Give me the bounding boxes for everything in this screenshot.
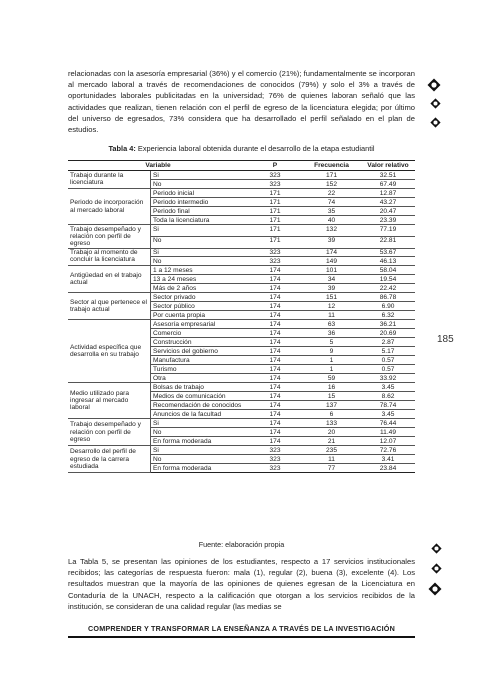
p-cell: 171 (248, 236, 302, 248)
table-row (68, 446, 415, 455)
variable-cell: Antigüedad en el trabajo actual (68, 266, 151, 293)
category-cell: Construcción (151, 338, 249, 347)
p-cell: 171 (248, 225, 302, 237)
table-row (68, 266, 415, 275)
diamond-ring-icon (431, 563, 442, 574)
relative-value-cell: 0.57 (361, 356, 415, 365)
table-caption-label: Tabla 4: (108, 144, 136, 153)
table-caption-text: Experiencia laboral obtenida durante el desarrollo de la etapa estudiantil (137, 144, 375, 153)
frequency-cell: 11 (302, 455, 361, 464)
relative-value-cell: 3.45 (361, 410, 415, 419)
p-cell: 174 (248, 428, 302, 437)
p-cell: 174 (248, 311, 302, 320)
variable-cell: Sector al que pertenece el trabajo actual (68, 293, 151, 320)
relative-value-cell: 77.19 (361, 225, 415, 237)
p-cell: 174 (248, 410, 302, 419)
relative-value-cell: 76.44 (361, 419, 415, 428)
relative-value-cell: 32.51 (361, 171, 415, 180)
p-cell: 174 (248, 329, 302, 338)
category-cell: Servicios del gobierno (151, 347, 249, 356)
relative-value-cell: 0.57 (361, 365, 415, 374)
header-relative-value: Valor relativo (361, 161, 415, 171)
table-row (68, 320, 415, 329)
relative-value-cell: 22.81 (361, 236, 415, 248)
frequency-cell: 12 (302, 302, 361, 311)
diamond-ring-icon (428, 582, 442, 596)
p-cell: 323 (248, 180, 302, 189)
relative-value-cell: 67.49 (361, 180, 415, 189)
p-cell: 174 (248, 356, 302, 365)
p-cell: 323 (248, 257, 302, 266)
frequency-cell: 20 (302, 428, 361, 437)
p-cell: 323 (248, 171, 302, 180)
category-cell: Toda la licenciatura (151, 216, 249, 225)
category-cell: Periodo inicial (151, 189, 249, 198)
relative-value-cell: 46.13 (361, 257, 415, 266)
diamond-ring-icon (431, 543, 442, 554)
frequency-cell: 9 (302, 347, 361, 356)
frequency-cell: 6 (302, 410, 361, 419)
category-cell: En forma moderada (151, 464, 249, 473)
relative-value-cell: 43.27 (361, 198, 415, 207)
p-cell: 174 (248, 365, 302, 374)
category-cell: Turismo (151, 365, 249, 374)
variable-cell: Periodo de incorporación al mercado laboral (68, 189, 151, 225)
variable-cell: Trabajo desempeñado y relación con perfil de egreso (68, 225, 151, 248)
table-caption (68, 144, 415, 153)
variable-cell: Actividad específica que desarrolla en su trabajo (68, 320, 151, 383)
category-cell: Si (151, 225, 249, 237)
frequency-cell: 152 (302, 180, 361, 189)
p-cell: 171 (248, 189, 302, 198)
category-cell: Recomendación de conocidos (151, 401, 249, 410)
frequency-cell: 39 (302, 236, 361, 248)
frequency-cell: 16 (302, 383, 361, 392)
frequency-cell: 174 (302, 248, 361, 257)
header-p: P (248, 161, 302, 171)
category-cell: Asesoría empresarial (151, 320, 249, 329)
p-cell: 174 (248, 320, 302, 329)
frequency-cell: 101 (302, 266, 361, 275)
relative-value-cell: 8.62 (361, 392, 415, 401)
frequency-cell: 39 (302, 284, 361, 293)
diamond-ring-icon (430, 117, 441, 128)
variable-cell: Trabajo desempeñado y relación con perfil de egreso (68, 419, 151, 446)
frequency-cell: 151 (302, 293, 361, 302)
table-source: Fuente: elaboración propia (198, 540, 285, 549)
relative-value-cell: 23.84 (361, 464, 415, 473)
frequency-cell: 149 (302, 257, 361, 266)
p-cell: 323 (248, 455, 302, 464)
p-cell: 174 (248, 338, 302, 347)
category-cell: Manufactura (151, 356, 249, 365)
frequency-cell: 132 (302, 225, 361, 237)
relative-value-cell: 23.39 (361, 216, 415, 225)
p-cell: 171 (248, 216, 302, 225)
category-cell: No (151, 455, 249, 464)
relative-value-cell: 12.07 (361, 437, 415, 446)
relative-value-cell: 33.92 (361, 374, 415, 383)
relative-value-cell: 20.47 (361, 207, 415, 216)
table-header-row (68, 161, 415, 171)
p-cell: 174 (248, 266, 302, 275)
category-cell: Sector público (151, 302, 249, 311)
p-cell: 174 (248, 401, 302, 410)
p-cell: 174 (248, 392, 302, 401)
table-row (68, 383, 415, 392)
relative-value-cell: 3.45 (361, 383, 415, 392)
p-cell: 174 (248, 437, 302, 446)
category-cell: Bolsas de trabajo (151, 383, 249, 392)
p-cell: 171 (248, 198, 302, 207)
variable-cell: Trabajo al momento de concluir la licenciatura (68, 248, 151, 266)
p-cell: 323 (248, 446, 302, 455)
relative-value-cell: 11.49 (361, 428, 415, 437)
relative-value-cell: 58.04 (361, 266, 415, 275)
frequency-cell: 5 (302, 338, 361, 347)
table-row (68, 225, 415, 237)
frequency-cell: 40 (302, 216, 361, 225)
frequency-cell: 1 (302, 365, 361, 374)
frequency-cell: 15 (302, 392, 361, 401)
frequency-cell: 74 (302, 198, 361, 207)
frequency-cell: 133 (302, 419, 361, 428)
frequency-cell: 77 (302, 464, 361, 473)
variable-cell: Trabajo durante la licenciatura (68, 171, 151, 189)
p-cell: 171 (248, 207, 302, 216)
category-cell: Periodo final (151, 207, 249, 216)
relative-value-cell: 78.74 (361, 401, 415, 410)
category-cell: Comercio (151, 329, 249, 338)
p-cell: 174 (248, 347, 302, 356)
header-variable: Variable (68, 161, 248, 171)
relative-value-cell: 12.87 (361, 189, 415, 198)
category-cell: Si (151, 446, 249, 455)
p-cell: 174 (248, 374, 302, 383)
outro-paragraph: La Tabla 5, se presentan las opiniones de los estudiantes, respecto a 17 servicios institucionales recibidos; las categorías de respuesta fueron: mala (1), regular (2), buena (3), excelente (4). Los resultados muestran que la mayoría de las opiniones de quienes egresan de la Licenciatura en Contaduría de la UNACH, respecto a la calificación que otorgan a los servicios recibidos de la institución, se consideran de una calidad regular (las medias se (68, 557, 415, 611)
category-cell: Por cuenta propia (151, 311, 249, 320)
category-cell: Medios de comunicación (151, 392, 249, 401)
frequency-cell: 137 (302, 401, 361, 410)
table-row (68, 293, 415, 302)
frequency-cell: 36 (302, 329, 361, 338)
p-cell: 174 (248, 419, 302, 428)
frequency-cell: 171 (302, 171, 361, 180)
running-footer: COMPRENDER Y TRANSFORMAR LA ENSEÑANZA A TRAVÉS DE LA INVESTIGACIÓN (68, 624, 415, 638)
category-cell: Periodo intermedio (151, 198, 249, 207)
p-cell: 323 (248, 248, 302, 257)
table-row (68, 419, 415, 428)
frequency-cell: 63 (302, 320, 361, 329)
variable-cell: Medio utilizado para ingresar al mercado laboral (68, 383, 151, 419)
relative-value-cell: 2.87 (361, 338, 415, 347)
category-cell: 1 a 12 meses (151, 266, 249, 275)
category-cell: Si (151, 419, 249, 428)
p-cell: 174 (248, 302, 302, 311)
category-cell: No (151, 236, 249, 248)
relative-value-cell: 6.90 (361, 302, 415, 311)
category-cell: Si (151, 248, 249, 257)
frequency-cell: 235 (302, 446, 361, 455)
relative-value-cell: 36.21 (361, 320, 415, 329)
relative-value-cell: 72.76 (361, 446, 415, 455)
table-row (68, 189, 415, 198)
p-cell: 174 (248, 293, 302, 302)
category-cell: En forma moderada (151, 437, 249, 446)
frequency-cell: 59 (302, 374, 361, 383)
frequency-cell: 22 (302, 189, 361, 198)
diamond-ring-icon (427, 78, 441, 92)
page-number: 185 (437, 334, 454, 345)
relative-value-cell: 5.17 (361, 347, 415, 356)
intro-paragraph: relacionadas con la asesoría empresarial (36%) y el comercio (21%); fundamentalmente se incorporan al mercado laboral a través de recomendaciones de conocidos (79%) y solo el 3% a través de oportunidades laborales publicitadas en la universidad; 76% de quienes laboran señaló que las actividades que realizan, tienen relación con el perfil de egreso de la licenciatura elegida; por último del universo de egresados, 73% considera que ha desarrollado el perfil señalado en el plan de estudios. (68, 69, 415, 135)
p-cell: 323 (248, 464, 302, 473)
relative-value-cell: 22.42 (361, 284, 415, 293)
p-cell: 174 (248, 383, 302, 392)
p-cell: 174 (248, 284, 302, 293)
table-row (68, 171, 415, 180)
frequency-cell: 21 (302, 437, 361, 446)
frequency-cell: 34 (302, 275, 361, 284)
relative-value-cell: 6.32 (361, 311, 415, 320)
frequency-cell: 35 (302, 207, 361, 216)
category-cell: No (151, 180, 249, 189)
category-cell: Otra (151, 374, 249, 383)
category-cell: Si (151, 171, 249, 180)
category-cell: Anuncios de la facultad (151, 410, 249, 419)
variable-cell: Desarrollo del perfil de egreso de la carrera estudiada (68, 446, 151, 473)
frequency-cell: 11 (302, 311, 361, 320)
table-row (68, 248, 415, 257)
relative-value-cell: 86.78 (361, 293, 415, 302)
category-cell: Sector privado (151, 293, 249, 302)
frequency-cell: 1 (302, 356, 361, 365)
category-cell: No (151, 428, 249, 437)
category-cell: Más de 2 años (151, 284, 249, 293)
relative-value-cell: 20.69 (361, 329, 415, 338)
work-experience-table (68, 160, 415, 473)
diamond-ring-icon (430, 98, 441, 109)
category-cell: 13 a 24 meses (151, 275, 249, 284)
p-cell: 174 (248, 275, 302, 284)
header-frequency: Frecuencia (302, 161, 361, 171)
relative-value-cell: 3.41 (361, 455, 415, 464)
relative-value-cell: 53.67 (361, 248, 415, 257)
relative-value-cell: 19.54 (361, 275, 415, 284)
category-cell: No (151, 257, 249, 266)
